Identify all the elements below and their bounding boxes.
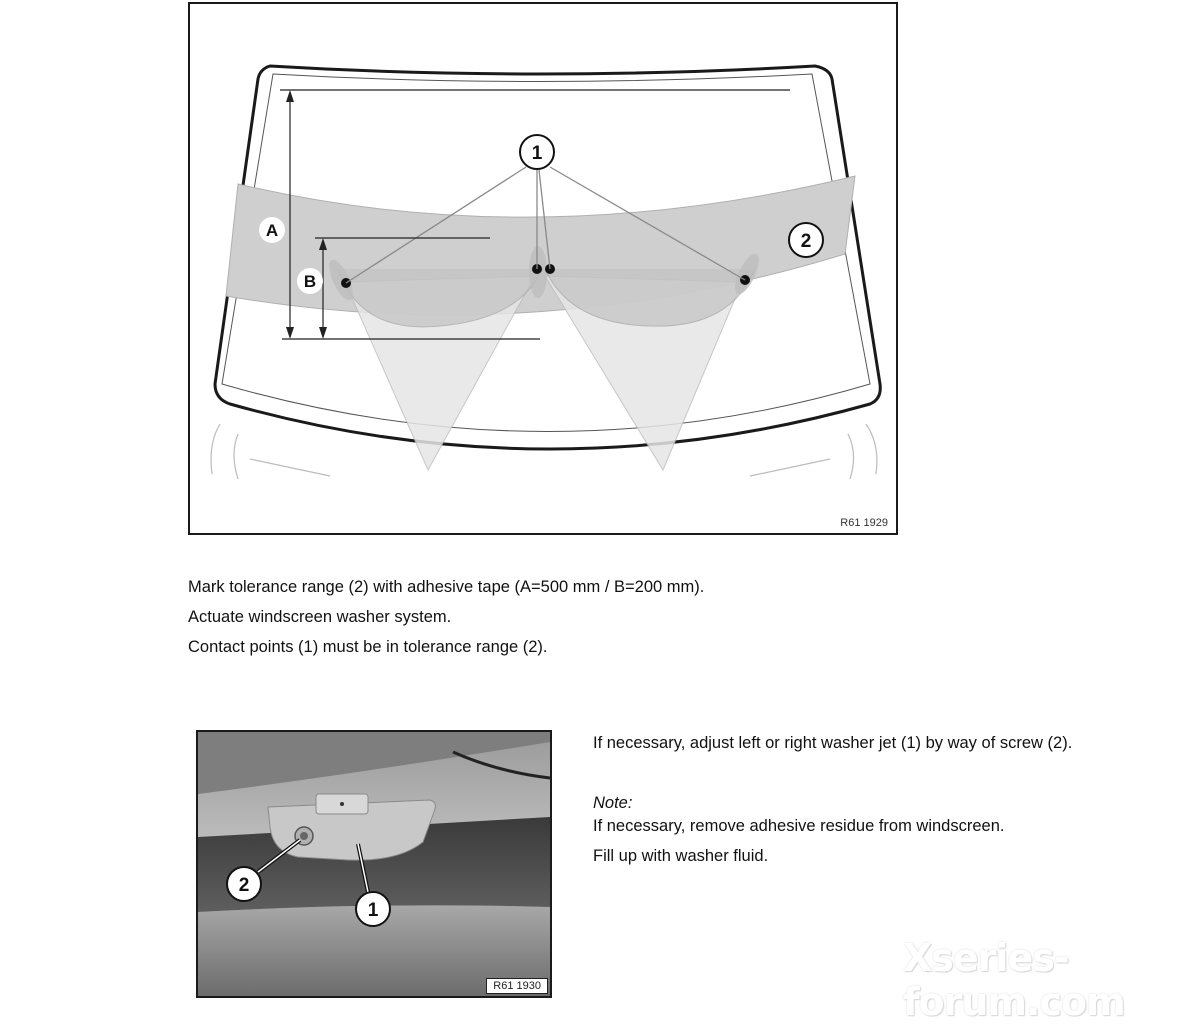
adjust-screw-head	[300, 832, 308, 840]
washer-jet-drawing	[198, 732, 550, 996]
car-body-hint-left	[211, 424, 330, 479]
instruction-line: Actuate windscreen washer system.	[188, 608, 452, 626]
windscreen-drawing	[190, 4, 896, 533]
callout-A	[259, 217, 285, 243]
callout-1	[520, 135, 554, 169]
fill-instruction: Fill up with washer fluid.	[593, 847, 769, 865]
svg-text:2: 2	[800, 231, 812, 252]
svg-text:1: 1	[531, 143, 543, 164]
note-label: Note:	[593, 794, 633, 812]
callout-B	[297, 268, 323, 294]
svg-text:B: B	[303, 272, 317, 291]
car-body-hint-right	[750, 424, 877, 479]
note-text: If necessary, remove adhesive residue from windscreen.	[593, 817, 1005, 835]
photo-callout-1	[356, 892, 390, 926]
figure-code: R61 1929	[840, 517, 888, 529]
nozzle-hole	[340, 802, 344, 806]
windscreen-diagram	[188, 2, 898, 535]
instruction-line: Mark tolerance range (2) with adhesive tape (A=500 mm / B=200 mm).	[188, 578, 705, 596]
svg-text:2: 2	[238, 875, 250, 896]
svg-text:1: 1	[367, 900, 379, 921]
adjust-instruction: If necessary, adjust left or right washer jet (1) by way of screw (2).	[593, 734, 1073, 752]
instruction-line: Contact points (1) must be in tolerance range (2).	[188, 638, 548, 656]
svg-text:A: A	[265, 221, 279, 240]
photo-callout-2	[227, 867, 261, 901]
washer-jet-photo	[196, 730, 552, 998]
callout-2	[789, 223, 823, 257]
photo-code: R61 1930	[486, 978, 548, 994]
watermark: Xseries-forum.com	[903, 936, 1125, 1024]
